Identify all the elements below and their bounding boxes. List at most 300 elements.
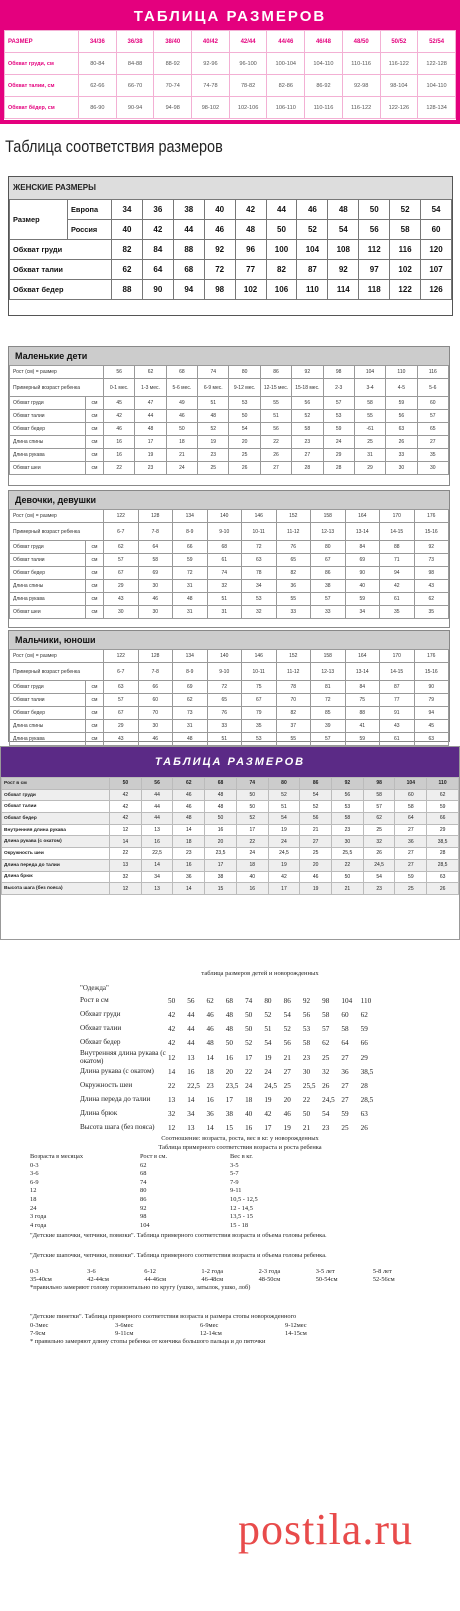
table-cell: 66-70 bbox=[116, 75, 154, 97]
table-row bbox=[30, 1187, 290, 1196]
table-cell: 74 bbox=[140, 1178, 147, 1186]
size-table-purple bbox=[0, 746, 460, 940]
table-cell: Обхват талии bbox=[10, 260, 112, 280]
table-cell: Длина рукава (с окатом) bbox=[2, 836, 110, 848]
table-cell: 21 bbox=[332, 883, 364, 895]
unit-label: см bbox=[86, 554, 104, 567]
table-cell: Внутренняя длина рукава bbox=[2, 824, 110, 836]
table-cell: 110-116 bbox=[305, 97, 343, 119]
age-row bbox=[10, 523, 449, 541]
table-row bbox=[80, 1065, 380, 1079]
table-cell: 12-13 bbox=[311, 523, 346, 541]
table-cell: 50 bbox=[266, 220, 297, 240]
table-cell: 34 bbox=[242, 580, 277, 593]
table-cell: 104-110 bbox=[418, 75, 456, 97]
table-row bbox=[10, 606, 449, 619]
table-cell: 16 bbox=[104, 449, 135, 462]
table-cell: 44 bbox=[141, 789, 173, 801]
table-cell: 15 bbox=[225, 1124, 233, 1133]
table-cell: 80 bbox=[229, 366, 260, 379]
unit-label: см bbox=[86, 410, 104, 423]
table-cell: 54 bbox=[328, 220, 359, 240]
table-cell: 59 bbox=[345, 593, 380, 606]
table-cell: 44 bbox=[141, 813, 173, 825]
table-row bbox=[2, 789, 459, 801]
table-cell: 66 bbox=[427, 813, 459, 825]
table-cell: 74-78 bbox=[192, 75, 230, 97]
table-cell: 88 bbox=[112, 280, 143, 300]
table1-title: ТАБЛИЦА РАЗМЕРОВ bbox=[4, 4, 456, 30]
table-cell: Обхват груди, см bbox=[5, 53, 79, 75]
table-cell: 97 bbox=[359, 260, 390, 280]
table-cell: 30 bbox=[138, 580, 173, 593]
table-cell: Длина рукава bbox=[10, 593, 86, 606]
table-cell: 86 bbox=[283, 997, 291, 1005]
table-cell: 12-15 мес. bbox=[260, 379, 291, 397]
table-cell: 52 bbox=[390, 200, 421, 220]
table-cell: 25 bbox=[354, 436, 385, 449]
table-row bbox=[30, 1169, 290, 1178]
table-row bbox=[5, 75, 456, 97]
table-cell: 14 bbox=[206, 1124, 214, 1133]
table3-section: Маленькие дети bbox=[9, 347, 449, 365]
table-cell: 28,5 bbox=[427, 859, 459, 871]
table-cell: 116 bbox=[390, 240, 421, 260]
table-cell: 48 bbox=[173, 733, 208, 746]
table-row bbox=[5, 53, 456, 75]
table-cell: 0-3 bbox=[30, 1161, 39, 1169]
table-cell: 17 bbox=[236, 824, 268, 836]
age-label: Примерный возраст ребенка bbox=[10, 523, 104, 541]
table-cell: 20 bbox=[283, 1096, 291, 1105]
table-cell: 52 bbox=[300, 801, 332, 813]
table-cell: 59 bbox=[395, 871, 427, 883]
table-cell: 27 bbox=[341, 1082, 349, 1091]
table-cell: 27 bbox=[292, 449, 323, 462]
table-cell: 36 bbox=[341, 1068, 349, 1077]
table-cell: 25,5 bbox=[332, 848, 364, 860]
unit-label: см bbox=[86, 694, 104, 707]
height-label: Рост (см) = размер bbox=[10, 650, 104, 663]
table-cell: 57 bbox=[311, 733, 346, 746]
table-cell: 80-84 bbox=[79, 53, 117, 75]
table-cell: 31 bbox=[173, 580, 208, 593]
table-cell: 50 bbox=[225, 1039, 233, 1047]
table-cell: 170 bbox=[380, 650, 415, 663]
table-cell: 92-98 bbox=[342, 75, 380, 97]
table-cell: 67 bbox=[311, 554, 346, 567]
table-cell: 98 bbox=[204, 280, 235, 300]
table-cell: 48 bbox=[205, 801, 237, 813]
table-cell: 74 bbox=[236, 778, 268, 790]
table-cell: 19 bbox=[264, 1096, 272, 1105]
table-cell: 98-104 bbox=[380, 75, 418, 97]
table-cell: 74 bbox=[245, 997, 253, 1005]
table-cell: 46 bbox=[206, 1011, 214, 1019]
unit-label: см bbox=[86, 462, 104, 475]
table-cell: 49 bbox=[166, 397, 197, 410]
table-cell: 42 bbox=[110, 813, 142, 825]
table-cell: 55 bbox=[276, 593, 311, 606]
table-cell: 13 bbox=[168, 1096, 176, 1105]
table7-subtitle: "Одежда" bbox=[80, 984, 109, 992]
table-cell: 63 bbox=[104, 681, 139, 694]
table-cell: Обхват талии bbox=[10, 694, 86, 707]
table-cell: 26 bbox=[260, 449, 291, 462]
table-cell: 40 bbox=[345, 580, 380, 593]
table-cell: 51 bbox=[198, 397, 229, 410]
table-cell: 72 bbox=[204, 260, 235, 280]
table-cell: Обхват талии, см bbox=[5, 75, 79, 97]
table-cell: 3-6 bbox=[87, 1267, 96, 1275]
table-cell: 50 bbox=[168, 997, 176, 1005]
table-cell: 122-128 bbox=[418, 53, 456, 75]
table-cell: 30 bbox=[104, 606, 139, 619]
table-cell: 13-14 bbox=[345, 523, 380, 541]
table-cell: -61 bbox=[354, 423, 385, 436]
table-cell: 6-7 bbox=[104, 663, 139, 681]
table-cell: Обхват бёдер, см bbox=[5, 97, 79, 119]
table-cell: 6-12 bbox=[144, 1267, 156, 1275]
table-cell: 122 bbox=[390, 280, 421, 300]
table-cell: 1-3 мес. bbox=[135, 379, 166, 397]
table-cell: 62 bbox=[363, 813, 395, 825]
table-cell: 69 bbox=[345, 554, 380, 567]
table-cell: 108 bbox=[328, 240, 359, 260]
socks-ages bbox=[30, 1321, 370, 1330]
table-cell: 110 bbox=[360, 997, 372, 1005]
table-cell: 122-126 bbox=[380, 97, 418, 119]
table-cell: 24 bbox=[268, 836, 300, 848]
ratio-subtitle: Таблица примерного соответствия возраста и роста ребенка bbox=[158, 1143, 322, 1151]
table-cell: 52 bbox=[245, 1039, 253, 1047]
table-cell: 98 bbox=[140, 1213, 147, 1221]
table-cell: 48 bbox=[198, 410, 229, 423]
table-cell: 152 bbox=[276, 510, 311, 523]
table-cell: 55 bbox=[260, 397, 291, 410]
table-cell: 25 bbox=[341, 1124, 349, 1133]
table-cell: 102 bbox=[235, 280, 266, 300]
table-cell: 33 bbox=[311, 606, 346, 619]
table-cell: 34 bbox=[187, 1110, 195, 1119]
table-cell: Обхват бедер bbox=[80, 1038, 121, 1047]
table-cell: 34 bbox=[141, 871, 173, 883]
table-cell: 42 bbox=[142, 220, 173, 240]
table-cell: Обхват груди bbox=[80, 1010, 121, 1019]
table-cell: 78-82 bbox=[229, 75, 267, 97]
table-cell: 62 bbox=[414, 593, 449, 606]
table-cell: 9-10 bbox=[207, 523, 242, 541]
table-cell: 18 bbox=[30, 1195, 37, 1203]
table-cell: 22 bbox=[245, 1068, 253, 1077]
table-cell: 98 bbox=[414, 567, 449, 580]
table-cell: Обхват шеи bbox=[10, 462, 86, 475]
table-cell: 10,5 - 12,5 bbox=[230, 1195, 258, 1203]
women-sizes-section: ЖЕНСКИЕ РАЗМЕРЫ bbox=[9, 177, 452, 199]
table-cell: 80 bbox=[140, 1187, 147, 1195]
table-cell: 53 bbox=[242, 733, 277, 746]
table-cell: 7-8 bbox=[138, 523, 173, 541]
table-cell: 31 bbox=[173, 720, 208, 733]
table-cell: 4-5 bbox=[386, 379, 417, 397]
table-row bbox=[10, 593, 449, 606]
table-cell: 98 bbox=[322, 997, 330, 1005]
table-cell: 58 bbox=[292, 423, 323, 436]
table-cell: Обхват бедер bbox=[10, 707, 86, 720]
table-cell: 92 bbox=[140, 1204, 147, 1212]
table-cell: 94 bbox=[414, 707, 449, 720]
socks-intro: "Детские пинетки". Таблица примерного соответствия возраста и размера стопы новорожденного bbox=[30, 1312, 297, 1320]
unit-label: см bbox=[86, 707, 104, 720]
table-cell: 14 bbox=[110, 836, 142, 848]
table-row bbox=[10, 720, 449, 733]
table-cell: 72 bbox=[311, 694, 346, 707]
table-cell: 62 bbox=[140, 1161, 147, 1169]
table-cell: 94-98 bbox=[154, 97, 192, 119]
table-cell: 34 bbox=[345, 606, 380, 619]
table-cell: Длина брюк bbox=[2, 871, 110, 883]
boys-table bbox=[8, 630, 450, 742]
table-cell: 33 bbox=[276, 606, 311, 619]
table-cell: 9-11 bbox=[230, 1187, 242, 1195]
table-cell: Длина рукава (с окатом) bbox=[80, 1067, 154, 1076]
table-cell: 14-15 bbox=[380, 523, 415, 541]
table-cell: 28,5 bbox=[360, 1096, 374, 1105]
table-cell: 61 bbox=[380, 593, 415, 606]
table-row bbox=[10, 436, 449, 449]
table-cell: 22,5 bbox=[187, 1082, 200, 1091]
table-cell: 27 bbox=[395, 824, 427, 836]
table-cell: 23 bbox=[173, 848, 205, 860]
table-cell: 82 bbox=[266, 260, 297, 280]
table-cell: 42 bbox=[104, 410, 135, 423]
table-cell: 53 bbox=[229, 397, 260, 410]
table-cell: 69 bbox=[173, 681, 208, 694]
table-cell: 56 bbox=[260, 423, 291, 436]
table-cell: 9-12мес bbox=[285, 1321, 307, 1329]
table-cell: 118 bbox=[359, 280, 390, 300]
table-cell: 25 bbox=[283, 1082, 291, 1091]
table-cell: 25 bbox=[322, 1053, 330, 1062]
table-cell: 15-16 bbox=[414, 523, 449, 541]
table-cell: 44 bbox=[135, 410, 166, 423]
women-sizes-block bbox=[0, 132, 460, 322]
table-cell: 19 bbox=[198, 436, 229, 449]
table-cell: 26 bbox=[363, 848, 395, 860]
table-cell: 54 bbox=[300, 789, 332, 801]
table-cell: 44 bbox=[173, 220, 204, 240]
table-cell: 77 bbox=[380, 694, 415, 707]
table-cell: 68 bbox=[205, 778, 237, 790]
table-cell: 58 bbox=[332, 813, 364, 825]
table-row bbox=[10, 423, 449, 436]
table-cell: 9-12 мес. bbox=[229, 379, 260, 397]
table-cell: 50-54см bbox=[315, 1276, 338, 1284]
table-cell: 15-18 мес. bbox=[292, 379, 323, 397]
table-cell: 19 bbox=[264, 1053, 272, 1062]
table-cell: 62 bbox=[322, 1039, 330, 1047]
table-row bbox=[80, 1093, 380, 1107]
table-cell: 18 bbox=[245, 1096, 253, 1105]
table-row bbox=[10, 733, 449, 746]
table-cell: 73 bbox=[414, 554, 449, 567]
table-cell: 8-9 bbox=[173, 663, 208, 681]
unit-label: см bbox=[86, 423, 104, 436]
table-cell: 26 bbox=[386, 436, 417, 449]
unit-label: см bbox=[86, 397, 104, 410]
table-cell: 88 bbox=[345, 707, 380, 720]
table-cell: 58 bbox=[322, 1011, 330, 1019]
table-row bbox=[80, 1036, 380, 1050]
table-cell: 66 bbox=[360, 1039, 368, 1047]
table-cell: 58 bbox=[363, 789, 395, 801]
table-cell: 52 bbox=[292, 410, 323, 423]
table-cell: 13 bbox=[141, 883, 173, 895]
table-cell: 77 bbox=[235, 260, 266, 280]
table-cell: 35 bbox=[380, 606, 415, 619]
table-cell: 27 bbox=[300, 836, 332, 848]
table7-caption: таблица размеров детей и новорожденных bbox=[201, 970, 319, 977]
table-cell: 18 bbox=[173, 836, 205, 848]
table-cell: Внутренняя длина рукава (с окатом) bbox=[80, 1049, 166, 1065]
table-cell: 16 bbox=[236, 883, 268, 895]
table-cell: 54 bbox=[264, 1039, 272, 1047]
table-cell: 29 bbox=[360, 1053, 368, 1062]
table-cell: 94 bbox=[380, 567, 415, 580]
height-label: Рост (см) = размер bbox=[10, 510, 104, 523]
table-cell: 44 bbox=[266, 200, 297, 220]
table-cell: 106 bbox=[266, 280, 297, 300]
table-row bbox=[30, 1161, 290, 1170]
table-cell: 30 bbox=[138, 720, 173, 733]
table-cell: 14 bbox=[187, 1096, 195, 1105]
table-cell: 63 bbox=[360, 1110, 368, 1119]
table-row bbox=[80, 1079, 380, 1093]
table-cell: 73 bbox=[173, 707, 208, 720]
table-cell: 64 bbox=[395, 813, 427, 825]
table-cell: 38,5 bbox=[427, 836, 459, 848]
table-row bbox=[80, 1050, 380, 1065]
table-cell: 70 bbox=[138, 707, 173, 720]
unit-label: см bbox=[86, 449, 104, 462]
table-cell: 72 bbox=[173, 567, 208, 580]
table-cell: 116-122 bbox=[342, 97, 380, 119]
table-cell: 92 bbox=[332, 778, 364, 790]
table-cell: 14-15см bbox=[285, 1330, 307, 1338]
table6-title: ТАБЛИЦА РАЗМЕРОВ bbox=[1, 747, 459, 777]
ratio-table bbox=[30, 1152, 290, 1229]
table-cell: 51 bbox=[207, 733, 242, 746]
table-cell: 43 bbox=[104, 593, 139, 606]
table-cell: 42 bbox=[110, 789, 142, 801]
table-cell: 16 bbox=[187, 1068, 195, 1077]
age-label: Примерный возраст ребенка bbox=[10, 663, 104, 681]
table-cell: 98 bbox=[323, 366, 354, 379]
table-cell: 59 bbox=[360, 1025, 368, 1033]
hats-sizes bbox=[30, 1275, 430, 1284]
table-cell: 158 bbox=[311, 650, 346, 663]
table-cell: 12 bbox=[168, 1124, 176, 1133]
table-cell: 10-11 bbox=[242, 663, 277, 681]
table-cell: 64 bbox=[138, 541, 173, 554]
table-cell: 36 bbox=[173, 871, 205, 883]
table-cell: 61 bbox=[380, 733, 415, 746]
europe-label: Европа bbox=[68, 200, 112, 220]
table-cell: 6-9 мес. bbox=[198, 379, 229, 397]
table-cell: 6-9мес bbox=[200, 1321, 219, 1329]
table-cell: 38 bbox=[173, 200, 204, 220]
table-cell: 14 bbox=[173, 824, 205, 836]
table-cell: 114 bbox=[328, 280, 359, 300]
unit-label: см bbox=[86, 541, 104, 554]
unit-label: см bbox=[86, 681, 104, 694]
table-cell: 74 bbox=[207, 567, 242, 580]
height-row bbox=[10, 366, 449, 379]
table-cell: 92 bbox=[292, 366, 323, 379]
table-cell: 46-48см bbox=[201, 1276, 224, 1284]
table-cell: 64 bbox=[142, 260, 173, 280]
table-cell: 52 bbox=[264, 1011, 272, 1019]
table-cell: 32 bbox=[168, 1110, 176, 1119]
table-cell: 30 bbox=[386, 462, 417, 475]
table-cell: 92 bbox=[414, 541, 449, 554]
table-header-row bbox=[2, 778, 459, 790]
table-cell: 17 bbox=[245, 1053, 253, 1062]
russia-label: Россия bbox=[68, 220, 112, 240]
table-cell: 48 bbox=[225, 1011, 233, 1019]
table-cell: 84 bbox=[142, 240, 173, 260]
table-row bbox=[10, 449, 449, 462]
table-cell: 9-11см bbox=[115, 1330, 134, 1338]
table-cell: 28 bbox=[360, 1082, 368, 1091]
table-cell: 25 bbox=[300, 848, 332, 860]
table-row bbox=[10, 567, 449, 580]
table-cell: Обхват груди bbox=[10, 681, 86, 694]
table-cell: 40 bbox=[236, 871, 268, 883]
table-cell: 82 bbox=[112, 240, 143, 260]
table-cell: 13 bbox=[141, 824, 173, 836]
table-cell: 58 bbox=[138, 554, 173, 567]
table-cell: 50 bbox=[359, 200, 390, 220]
table-cell: 9-10 bbox=[207, 663, 242, 681]
table-cell: 128-134 bbox=[418, 97, 456, 119]
table-row bbox=[2, 824, 459, 836]
table-cell: 50 bbox=[245, 1025, 253, 1033]
table-cell: 22 bbox=[332, 859, 364, 871]
table-cell: 13 bbox=[187, 1053, 195, 1062]
table-cell: 32 bbox=[322, 1068, 330, 1077]
table-cell: 84 bbox=[345, 541, 380, 554]
table-cell: 45 bbox=[104, 397, 135, 410]
table-cell: Обхват бедер bbox=[10, 423, 86, 436]
table-cell: 22 bbox=[302, 1096, 311, 1105]
table-cell: 0-3мес bbox=[30, 1321, 49, 1329]
table-cell: 22 bbox=[104, 462, 135, 475]
table-row bbox=[10, 260, 452, 280]
table-cell: 98 bbox=[363, 778, 395, 790]
table-cell: 96 bbox=[235, 240, 266, 260]
table-cell: 98-102 bbox=[192, 97, 230, 119]
table-cell: 50 bbox=[332, 871, 364, 883]
table-cell: 16 bbox=[173, 859, 205, 871]
table-cell: 107 bbox=[421, 260, 452, 280]
table-cell: 52 bbox=[268, 789, 300, 801]
table-cell: 46 bbox=[204, 220, 235, 240]
table-cell: 58 bbox=[354, 397, 385, 410]
table7-grid bbox=[80, 994, 380, 1135]
table-cell: 3-5 лет bbox=[315, 1267, 335, 1275]
table-cell: 96-100 bbox=[229, 53, 267, 75]
